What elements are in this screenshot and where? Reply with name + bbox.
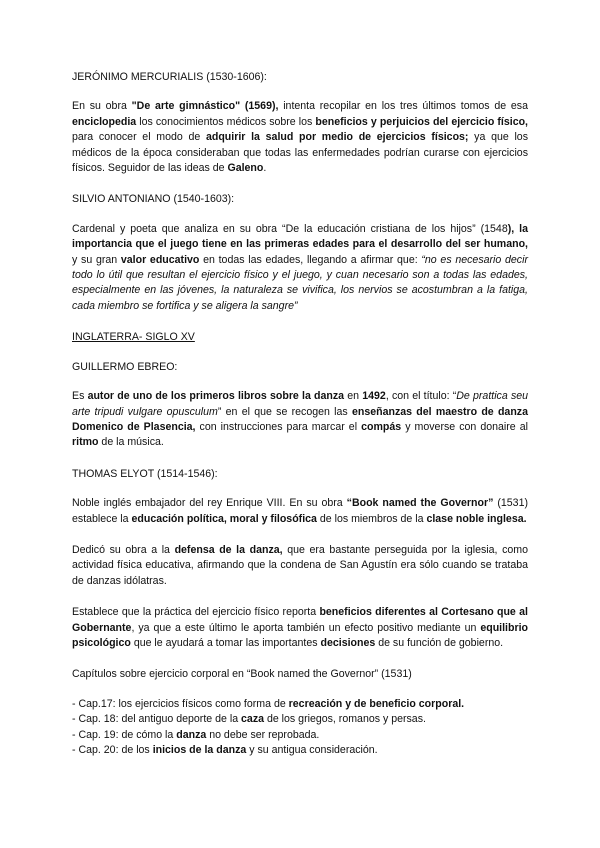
heading-elyot: THOMAS ELYOT (1514-1546):: [72, 467, 218, 480]
paragraph-ebreo: Es autor de uno de los primeros libros sobre la danza en 1492, con el título: “De prattica seu arte tripudi vulgare opusculum” en el que se recogen las enseñanzas del maestro de danza Domenico de Plasencia, con instrucciones para marcar el compás y moverse con donaire al ritmo de la música.: [72, 390, 529, 449]
chapter-list: [72, 697, 528, 759]
heading-ebreo: GUILLERMO EBREO:: [72, 360, 178, 373]
paragraph-elyot-2: Dedicó su obra a la defensa de la danza, que era bastante perseguida por la iglesia, como actividad física educativa, afirmando que la condena de San Agustín era sólo cuando se trataba de danzas idólatras.: [72, 543, 528, 587]
list-item: - Cap. 20: de los inicios de la danza y su antigua consideración.: [72, 744, 378, 756]
heading-mercurialis: JERÓNIMO MERCURIALIS (1530-1606):: [72, 71, 267, 83]
list-item: - Cap.17: los ejercicios físicos como forma de recreación y de beneficio corporal.: [72, 697, 465, 710]
heading-inglaterra: INGLATERRA- SIGLO XV: [72, 331, 195, 344]
paragraph-elyot-1: Noble inglés embajador del rey Enrique VIII. En su obra “Book named the Governor” (1531) establece la educación política, moral y filosófica de los miembros de la clase noble inglesa.: [72, 497, 528, 525]
paragraph-elyot-3: Establece que la práctica del ejercicio físico reporta beneficios diferentes al Cortesano que al Gobernante, ya que a este último le aporta también un efecto positivo mediante un equilibrio psicológico que le ayudará a tomar las importantes decisiones de su función de gobierno.: [72, 606, 528, 649]
paragraph-mercurialis: En su obra "De arte gimnástico" (1569), intenta recopilar en los tres últimos tomos de esa enciclopedia los conocimientos médicos sobre los beneficios y perjuicios del ejercicio físico, para conocer el modo de adquirir la salud por medio de ejercicios físicos; ya que los médicos de la época consideraban que todas las enfermedades podrían curarse con ejercicios físicos. Seguidor de las ideas de Galeno.: [72, 100, 528, 175]
paragraph-antoniano: Cardenal y poeta que analiza en su obra “De la educación cristiana de los hijos” (1548), la importancia que el juego tiene en las primeras edades para el desarrollo del ser humano, y su gran valor educativo en todas las edades, llegando a afirmar que: “no es necesario decir todo lo útil que resultan el ejercicio físico y el juego, y cuan necesario son a todas las edades, especialmente en las jóvenes, la naturaleza se vivifica, los nervios se acostumbran a la fatiga, cada miembro se fortifica y se aligera la sangre”: [72, 222, 529, 312]
heading-antoniano: SILVIO ANTONIANO (1540-1603):: [72, 193, 235, 206]
list-item: - Cap. 19: de cómo la danza no debe ser reprobada.: [72, 728, 320, 741]
list-item: - Cap. 18: del antiguo deporte de la caza de los griegos, romanos y persas.: [72, 713, 426, 726]
paragraph-chapters-intro: Capítulos sobre ejercicio corporal en “Book named the Governor” (1531): [72, 668, 412, 681]
